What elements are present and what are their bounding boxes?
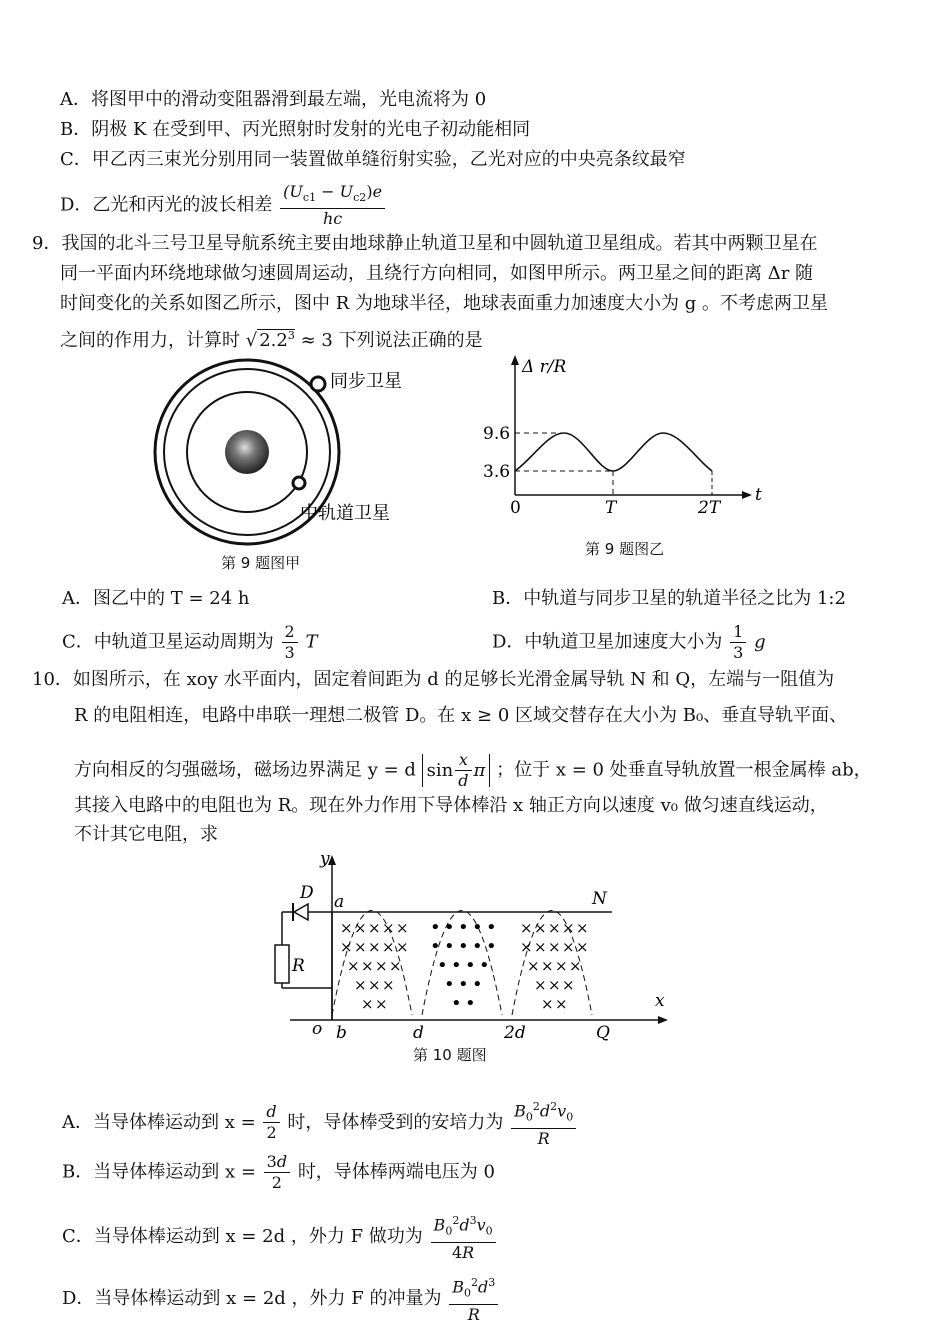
mid-satellite: [293, 477, 305, 489]
label-x: x: [655, 991, 665, 1011]
graph-ytick-high: 9.6: [483, 424, 511, 444]
field-into-mark: ×: [368, 938, 381, 956]
fig9-yi-caption: 第 9 题图乙: [585, 540, 665, 558]
q9-option-c-frac: [282, 622, 298, 663]
label-Q: Q: [596, 1023, 610, 1043]
frac-num: 2: [282, 622, 298, 643]
field-out-mark: •: [472, 936, 483, 957]
field-into-mark: ×: [368, 976, 381, 994]
field-out-mark: •: [430, 917, 441, 938]
q10-option-c: [62, 1211, 498, 1263]
q10-option-a-text: A．当导体棒运动到 x =: [62, 1111, 256, 1133]
q10-stem-line3a: 方向相反的匀强磁场，磁场边界满足 y = d: [74, 759, 416, 781]
field-into-mark: ×: [548, 919, 561, 937]
frac-d-over-2: $\frac{d}{2}$: [263, 1102, 279, 1143]
impulse-fraction: $\frac{B_0^2d^3}{R}$: [449, 1273, 498, 1325]
q8-option-b: B．阴极 K 在受到甲、丙光照射时发射的光电子初动能相同: [60, 119, 531, 140]
q8-frac-den: hc: [322, 209, 343, 229]
q9-stem-line4: [60, 324, 483, 353]
q10-option-b: [62, 1152, 495, 1193]
fig9-distance-graph: [478, 350, 778, 530]
q10-stem-line5: 不计其它电阻，求: [74, 824, 218, 845]
field-out-mark: •: [465, 955, 476, 976]
field-out-mark: •: [458, 936, 469, 957]
q9-option-c-tail: T: [305, 631, 318, 653]
q9-option-d-tail: g: [754, 631, 766, 653]
field-into-mark: ×: [548, 976, 561, 994]
frac-3d-over-2: $\frac{3d}{2}$: [264, 1152, 290, 1193]
label-o: o: [312, 1019, 323, 1039]
field-into-mark: ×: [534, 919, 547, 937]
earth: [225, 430, 269, 474]
graph-xtick-2T: 2T: [698, 498, 721, 518]
q9-stem-line1: 9．我国的北斗三号卫星导航系统主要由地球静止轨道卫星和中圆轨道卫星组成。若其中两颗卫星在: [32, 233, 818, 254]
field-out-mark: •: [479, 955, 490, 976]
q10-option-d-text: D．当导体棒运动到 x = 2d ，外力 F 的冲量为: [62, 1287, 442, 1309]
field-into-mark: ×: [534, 976, 547, 994]
label-d: d: [413, 1023, 424, 1043]
field-out-mark: •: [444, 974, 455, 995]
field-out-mark: •: [451, 955, 462, 976]
field-out-mark: •: [444, 917, 455, 938]
field-into-mark: ×: [354, 938, 367, 956]
field-into-mark: ×: [354, 976, 367, 994]
field-into-mark: ×: [389, 957, 402, 975]
work-fraction: $\frac{B_0^2d^3v_0}{4R}$: [431, 1211, 496, 1263]
field-into-mark: ×: [340, 938, 353, 956]
q9-option-d-frac: [730, 622, 746, 663]
field-out-mark: •: [458, 974, 469, 995]
graph-xtick-0: 0: [510, 498, 521, 518]
field-into-mark: ×: [375, 995, 388, 1013]
abs-sin-expression: sin $\frac{x}{d}$ π: [422, 754, 491, 787]
label-a: a: [334, 892, 345, 912]
field-into-mark: ×: [562, 938, 575, 956]
field-into-mark: ×: [375, 957, 388, 975]
field-out-mark: •: [465, 993, 476, 1014]
field-out-mark: •: [472, 917, 483, 938]
field-out-mark: •: [444, 936, 455, 957]
field-into-mark: ×: [354, 919, 367, 937]
resistor: [275, 945, 289, 983]
q10-stem-line4: 其接入电路中的电阻也为 R。现在外力作用下导体棒沿 x 轴正方向以速度 v₀ 做匀速直线运动，: [74, 795, 828, 816]
label-b: b: [336, 1023, 347, 1043]
field-into-mark: ×: [555, 957, 568, 975]
q9-stem-line4b: ≈ 3 下列说法正确的是: [300, 330, 483, 351]
q10-stem-line3b: ；位于 x = 0 处垂直导轨放置一根金属棒 ab，: [496, 759, 872, 781]
field-into-mark: ×: [396, 938, 409, 956]
q10-stem-line3: [74, 750, 872, 791]
force-fraction: $\frac{B_0^2d^2v_0}{R}$: [511, 1097, 576, 1149]
q9-stem-line4a: 之间的作用力，计算时: [60, 330, 240, 351]
field-out-mark: •: [486, 917, 497, 938]
q10-option-d: [62, 1273, 500, 1325]
q9-option-a: A．图乙中的 T = 24 h: [62, 588, 250, 609]
diode: [294, 904, 308, 920]
label-2d: 2d: [504, 1023, 526, 1043]
field-into-mark: ×: [520, 938, 533, 956]
q8-option-d-fraction: [280, 182, 385, 229]
q9-option-b: B．中轨道与同步卫星的轨道半径之比为 1:2: [492, 588, 846, 609]
frac-num: 1: [730, 622, 746, 643]
field-into-mark: ×: [569, 957, 582, 975]
label-sync-satellite: 同步卫星: [330, 371, 402, 392]
field-into-mark: ×: [361, 957, 374, 975]
frac-den: 3: [733, 643, 744, 662]
q10-option-b-text: B．当导体棒运动到 x =: [62, 1161, 256, 1183]
q8-option-a: A．将图甲中的滑动变阻器滑到最左端，光电流将为 0: [60, 89, 487, 110]
field-into-mark: ×: [361, 995, 374, 1013]
q10-stem-line2: R 的电阻相连，电路中串联一理想二极管 D。在 x ≥ 0 区域交替存在大小为 B₀、垂直导轨平面、: [74, 705, 848, 726]
q10-stem-line1: 10．如图所示，在 xoy 水平面内，固定着间距为 d 的足够长光滑金属导轨 N 和 Q，左端与一阻值为: [32, 669, 835, 690]
sync-satellite: [311, 377, 325, 391]
field-into-mark: ×: [340, 919, 353, 937]
field-out-mark: •: [472, 974, 483, 995]
field-into-mark: ×: [562, 976, 575, 994]
q10-option-a-mid: 时，导体棒受到的安培力为: [287, 1111, 504, 1133]
q8-option-c: C．甲乙丙三束光分别用同一装置做单缝衍射实验，乙光对应的中央亮条纹最窄: [60, 149, 686, 170]
field-into-mark: ×: [527, 957, 540, 975]
field-out-mark: •: [458, 917, 469, 938]
field-into-mark: ×: [520, 919, 533, 937]
q8-option-d: [60, 182, 387, 229]
fig10-caption: 第 10 题图: [413, 1046, 487, 1064]
field-into-mark: ×: [382, 976, 395, 994]
field-into-mark: ×: [368, 919, 381, 937]
distance-curve: [515, 433, 712, 471]
q8-option-d-text: D．乙光和丙光的波长相差: [60, 194, 273, 216]
field-into-mark: ×: [555, 995, 568, 1013]
fig9-orbit-diagram: [150, 355, 450, 555]
field-into-mark: ×: [576, 919, 589, 937]
label-D: D: [300, 883, 314, 903]
field-into-mark: ×: [382, 938, 395, 956]
q8-frac-num: $(U_{c1} - U_{c2})e$: [280, 182, 385, 209]
graph-ylabel: Δ r/R: [522, 357, 567, 377]
field-into-mark: ×: [541, 995, 554, 1013]
label-N: N: [592, 889, 607, 909]
field-into-mark: ×: [541, 957, 554, 975]
label-mid-satellite: 中轨道卫星: [300, 503, 390, 524]
field-out-mark: •: [451, 993, 462, 1014]
q9-stem-line3: 时间变化的关系如图乙所示，图中 R 为地球半径，地球表面重力加速度大小为 g 。不考虑两卫星: [60, 293, 828, 314]
label-y: y: [320, 850, 330, 869]
q9-option-c: [62, 622, 317, 663]
sqrt-expression: √ $2.2^3$: [245, 329, 295, 351]
q9-stem-line2: 同一平面内环绕地球做匀速圆周运动，且绕行方向相同，如图甲所示。两卫星之间的距离 Δr 随: [60, 263, 814, 284]
field-into-mark: ×: [534, 938, 547, 956]
q9-option-d-text: D．中轨道卫星加速度大小为: [492, 631, 723, 653]
graph-xlabel: t: [755, 485, 762, 505]
field-into-mark: ×: [347, 957, 360, 975]
field-out-mark: •: [437, 955, 448, 976]
graph-xtick-T: T: [605, 498, 617, 518]
q10-option-b-mid: 时，导体棒两端电压为 0: [297, 1161, 495, 1183]
field-into-mark: ×: [396, 919, 409, 937]
field-into-mark: ×: [576, 938, 589, 956]
q9-option-c-text: C．中轨道卫星运动周期为: [62, 631, 274, 653]
field-into-mark: ×: [548, 938, 561, 956]
frac-den: 3: [284, 643, 295, 662]
field-into-mark: ×: [382, 919, 395, 937]
q9-option-d: [492, 622, 766, 663]
q10-option-c-text: C．当导体棒运动到 x = 2d ，外力 F 做功为: [62, 1225, 423, 1247]
field-out-mark: •: [430, 936, 441, 957]
field-out-mark: •: [486, 936, 497, 957]
fig10-rail-diagram: [260, 850, 680, 1050]
q10-option-a: [62, 1097, 578, 1149]
label-R: R: [292, 956, 305, 976]
fig9-jia-caption: 第 9 题图甲: [221, 554, 301, 572]
graph-ytick-low: 3.6: [483, 462, 511, 482]
field-into-mark: ×: [562, 919, 575, 937]
